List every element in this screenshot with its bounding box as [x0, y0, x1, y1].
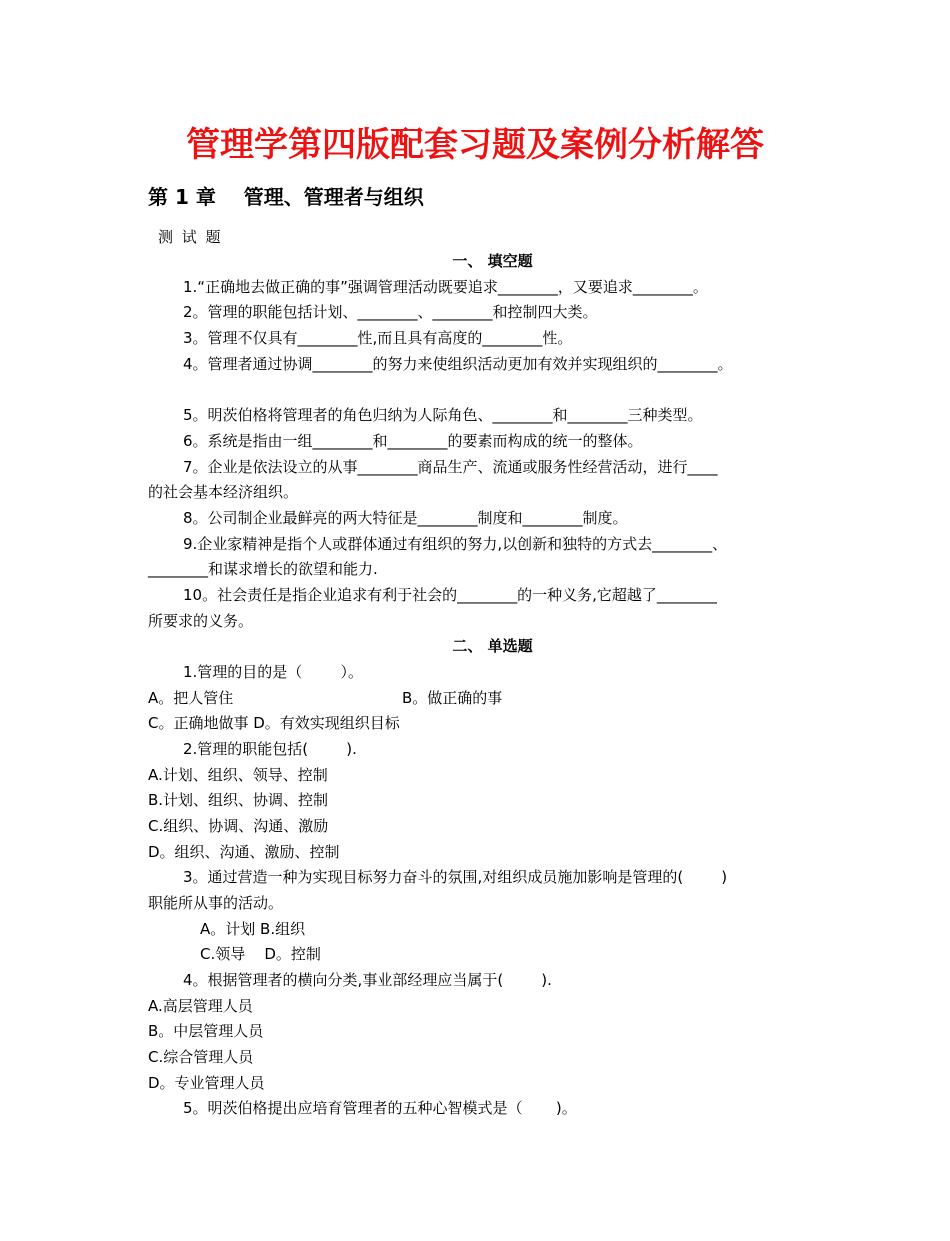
question-line: 的社会基本经济组织。 [148, 483, 299, 501]
test-label: 测 试 题 [158, 228, 223, 246]
question-line: 2.管理的职能包括( ). [183, 740, 357, 758]
question-line: 10。社会责任是指企业追求有利于社会的________的一种义务,它超越了________ [183, 586, 717, 604]
document-title: 管理学第四版配套习题及案例分析解答 [186, 125, 764, 165]
section-heading-fill-blank: 一、 填空题 [452, 252, 533, 270]
option-line: B。中层管理人员 [148, 1022, 264, 1040]
option-line: C.组织、协调、沟通、激励 [148, 817, 329, 835]
option-line: A。计划 B.组织 [200, 920, 306, 938]
question-line: 9.企业家精神是指个人或群体通过有组织的努力,以创新和独特的方式去________、 [183, 535, 728, 553]
question-line: 4。根据管理者的横向分类,事业部经理应当属于( ). [183, 971, 552, 989]
option-line: C.领导 D。控制 [200, 945, 321, 963]
question-line: 2。管理的职能包括计划、________、________和控制四大类。 [183, 303, 598, 321]
question-line: 5。明茨伯格将管理者的角色归纳为人际角色、________和________三种类型。 [183, 406, 703, 424]
option-line: B.计划、组织、协调、控制 [148, 791, 329, 809]
option-line: C.综合管理人员 [148, 1048, 254, 1066]
question-line: 6。系统是指由一组________和________的要素而构成的统一的整体。 [183, 432, 643, 450]
chapter-heading: 第 1 章 管理、管理者与组织 [148, 185, 424, 209]
option-line: A.计划、组织、领导、控制 [148, 766, 328, 784]
question-line: 8。公司制企业最鲜亮的两大特征是________制度和________制度。 [183, 509, 628, 527]
question-line: 所要求的义务。 [148, 612, 254, 630]
option-line: A。把人管住 [148, 689, 234, 707]
question-line: 7。企业是依法设立的从事________商品生产、流通或服务性经营活动，进行____ [183, 458, 718, 476]
question-line: 5。明茨伯格提出应培育管理者的五种心智模式是（ )。 [183, 1099, 577, 1117]
question-line: ________和谋求增长的欲望和能力. [148, 560, 378, 578]
question-line: 3。管理不仅具有________性,而且具有高度的________性。 [183, 329, 573, 347]
option-line: B。做正确的事 [402, 689, 503, 707]
question-line: 1.“正确地去做正确的事”强调管理活动既要追求________，又要追求________。 [183, 278, 708, 296]
option-line: C。正确地做事 D。有效实现组织目标 [148, 714, 400, 732]
question-line: 3。通过营造一种为实现目标努力奋斗的氛围,对组织成员施加影响是管理的( ) [183, 868, 728, 886]
option-line: D。组织、沟通、激励、控制 [148, 843, 340, 861]
option-line: D。专业管理人员 [148, 1074, 265, 1092]
option-line: A.高层管理人员 [148, 997, 253, 1015]
question-line: 4。管理者通过协调________的努力来使组织活动更加有效并实现组织的________。 [183, 355, 733, 373]
section-heading-single-choice: 二、 单选题 [452, 637, 533, 655]
question-line: 1.管理的目的是（ ）。 [183, 663, 363, 681]
question-line: 职能所从事的活动。 [148, 894, 284, 912]
